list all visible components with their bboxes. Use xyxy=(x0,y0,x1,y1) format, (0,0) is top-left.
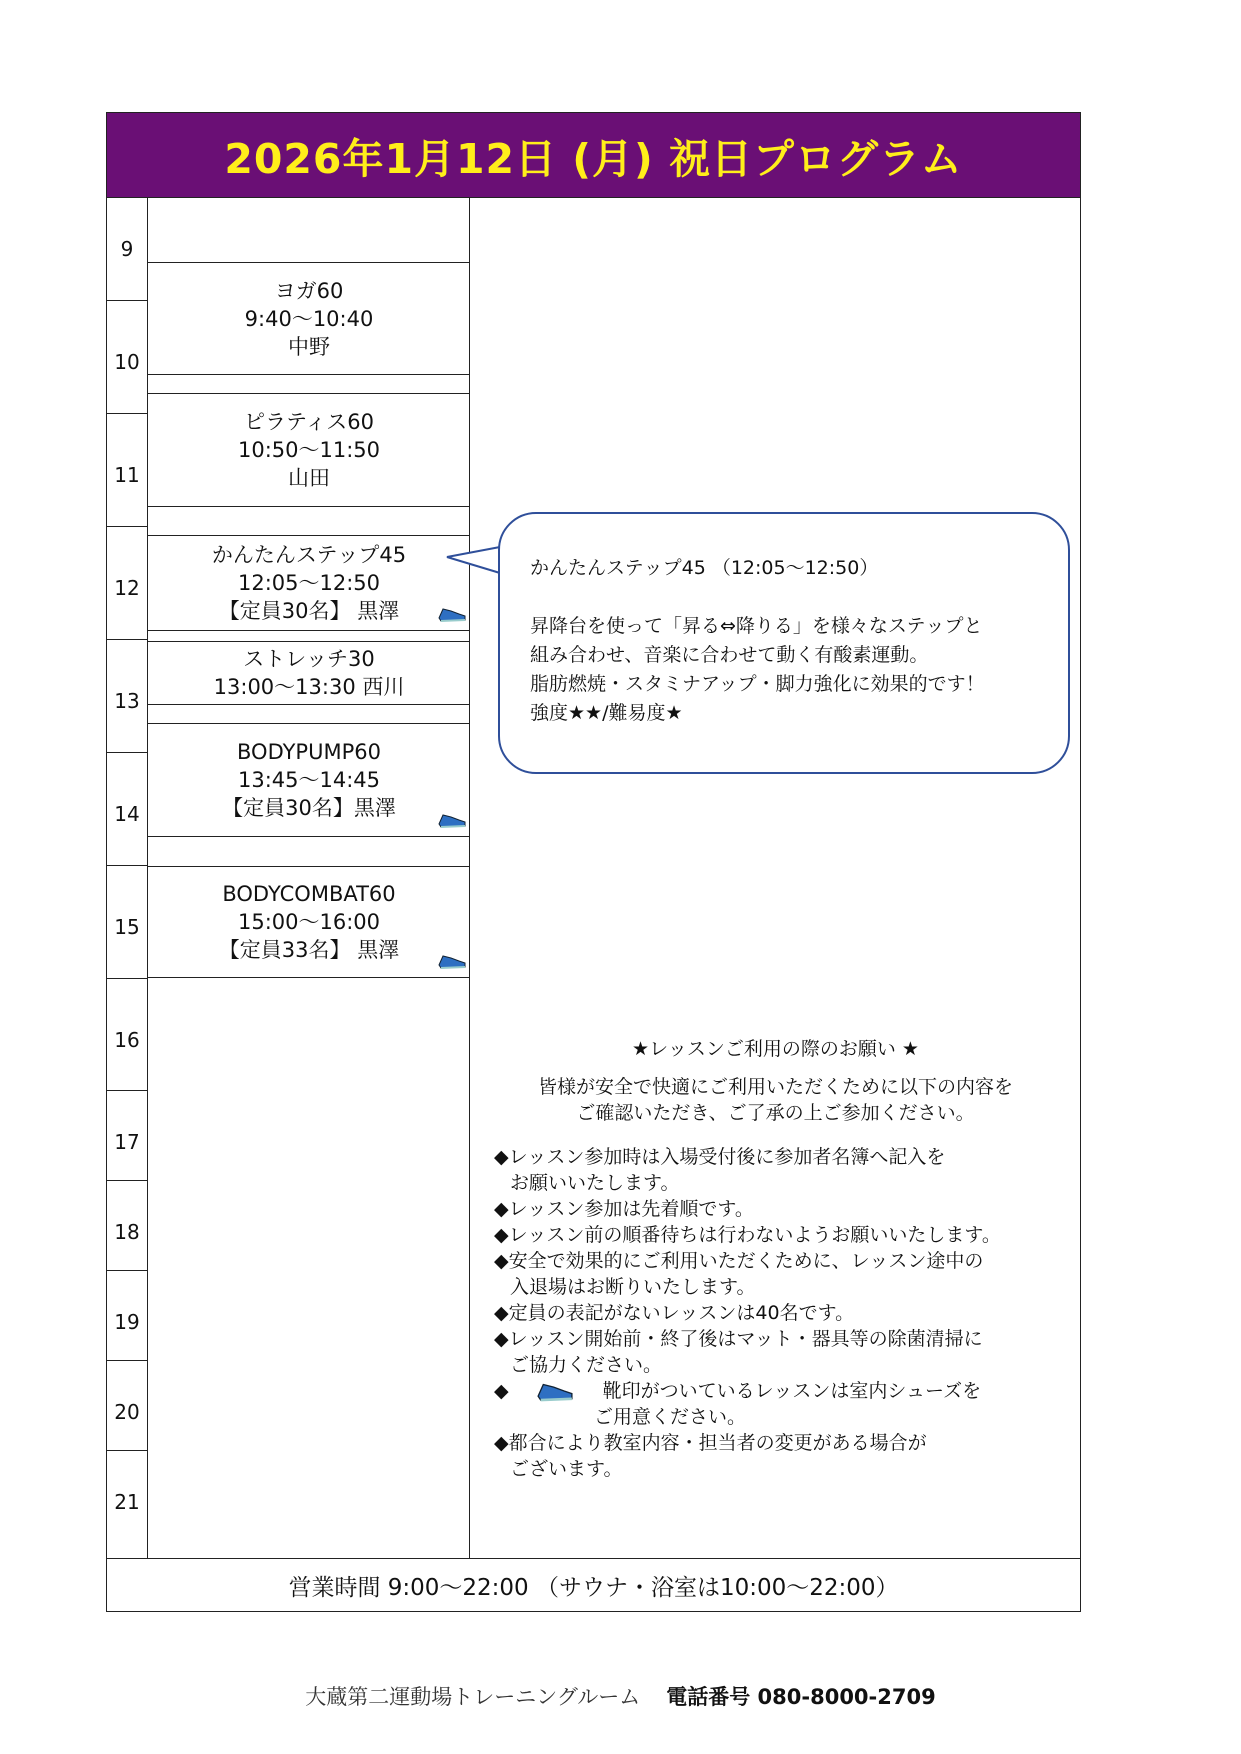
hour-label: 11 xyxy=(114,463,140,487)
shoe-icon xyxy=(437,951,467,971)
note-item: ◆レッスン参加は先着順です。 xyxy=(494,1198,754,1220)
shoe-icon xyxy=(437,604,467,624)
hour-divider xyxy=(106,1180,148,1181)
lesson-instructor: 【定員30名】黒澤 xyxy=(222,796,396,820)
lesson-block xyxy=(148,866,470,978)
business-hours xyxy=(106,1558,1081,1612)
lesson-block xyxy=(148,393,470,507)
note-item xyxy=(494,1378,1081,1404)
hour-divider xyxy=(106,1090,148,1091)
hour-label: 16 xyxy=(114,1028,140,1052)
bubble-heading: かんたんステップ45 （12:05～12:50） xyxy=(530,557,879,579)
lesson-time: 15:00～16:00 xyxy=(237,910,381,934)
hour-divider xyxy=(106,1360,148,1361)
page-title: 2026年1月12日 (月) 祝日プログラム xyxy=(224,134,963,183)
lesson-block xyxy=(148,535,470,631)
hour-label: 9 xyxy=(120,237,134,261)
lesson-time: 9:40～10:40 xyxy=(244,306,374,331)
hour-divider xyxy=(106,413,148,414)
hour-divider xyxy=(106,1450,148,1451)
shoe-icon xyxy=(437,810,467,830)
hour-label: 17 xyxy=(114,1130,140,1154)
hour-label: 15 xyxy=(114,915,140,939)
hour-divider xyxy=(106,526,148,527)
note-text: 靴印がついているレッスンは室内シューズを xyxy=(602,1380,982,1402)
hour-divider xyxy=(106,639,148,640)
hour-divider xyxy=(106,865,148,866)
note-item: ございます。 xyxy=(510,1458,623,1480)
notes-intro: 皆様が安全で快適にご利用いただくために以下の内容を xyxy=(537,1076,1013,1098)
lesson-name: BODYPUMP60 xyxy=(237,740,381,764)
hour-label: 12 xyxy=(114,576,140,600)
hour-label: 20 xyxy=(114,1400,140,1424)
hour-label: 18 xyxy=(114,1220,140,1244)
shoe-icon xyxy=(531,1378,579,1404)
lesson-time: 13:00～13:30 西川 xyxy=(213,675,405,699)
lesson-time: 12:05～12:50 xyxy=(237,571,381,595)
note-item: ご協力ください。 xyxy=(510,1354,663,1376)
hour-divider xyxy=(106,300,148,301)
note-item: ◆レッスン参加時は入場受付後に参加者名簿へ記入を xyxy=(494,1146,946,1168)
notes-intro: ご確認いただき、ご了承の上ご参加ください。 xyxy=(576,1102,975,1124)
note-item: ◆都合により教室内容・担当者の変更がある場合が xyxy=(494,1432,927,1454)
bubble-line: 強度★★/難易度★ xyxy=(530,702,683,724)
business-hours-text: 営業時間 9:00～22:00 （サウナ・浴室は10:00～22:00） xyxy=(288,1575,899,1601)
lesson-instructor: 山田 xyxy=(288,466,330,490)
hour-label: 10 xyxy=(114,350,140,374)
lesson-description-bubble xyxy=(498,512,1070,774)
title-bar xyxy=(106,112,1081,198)
lesson-instructor: 【定員30名】 黒澤 xyxy=(218,599,400,623)
note-item: ◆安全で効果的にご利用いただくために、レッスン途中の xyxy=(494,1250,984,1272)
facility-credit xyxy=(0,1681,1241,1711)
hour-divider xyxy=(106,752,148,753)
lesson-name: かんたんステップ45 xyxy=(211,543,407,567)
lesson-instructor: 【定員33名】 黒澤 xyxy=(218,938,400,962)
lesson-time: 10:50～11:50 xyxy=(237,438,381,462)
hour-divider xyxy=(106,1270,148,1271)
lesson-name: ヨガ60 xyxy=(274,278,344,303)
bubble-line: 組み合わせ、音楽に合わせて動く有酸素運動。 xyxy=(530,644,929,666)
lesson-instructor: 中野 xyxy=(288,334,330,359)
note-item: お願いいたします。 xyxy=(510,1172,680,1194)
note-item: ◆レッスン前の順番待ちは行わないようお願いいたします。 xyxy=(494,1224,1001,1246)
note-item: 入退場はお断りいたします。 xyxy=(510,1276,756,1298)
hour-label: 14 xyxy=(114,802,140,826)
bubble-line: 脂肪燃焼・スタミナアップ・脚力強化に効果的です！ xyxy=(530,673,985,695)
notes-heading: ★レッスンご利用の際のお願い ★ xyxy=(632,1038,919,1060)
hour-label: 13 xyxy=(114,689,140,713)
hour-divider xyxy=(106,978,148,979)
note-item: ご用意ください。 xyxy=(594,1406,747,1428)
bubble-line: 昇降台を使って「昇る⇔降りる」を様々なステップと xyxy=(530,615,983,637)
lesson-name: ピラティス60 xyxy=(243,410,375,434)
lesson-name: ストレッチ30 xyxy=(243,647,375,671)
facility-name: 大蔵第二運動場トレーニングルーム xyxy=(305,1685,641,1709)
hour-label: 21 xyxy=(114,1490,140,1514)
lesson-name: BODYCOMBAT60 xyxy=(222,882,396,906)
usage-notes xyxy=(470,1036,1081,1482)
note-item: ◆定員の表記がないレッスンは40名です。 xyxy=(494,1302,855,1324)
hour-column xyxy=(106,198,148,1558)
note-item: ◆レッスン開始前・終了後はマット・器具等の除菌清掃に xyxy=(494,1328,983,1350)
notes-list xyxy=(470,1144,1081,1482)
lesson-block xyxy=(148,641,470,705)
lesson-time: 13:45～14:45 xyxy=(237,768,381,792)
lesson-block xyxy=(148,723,470,837)
phone-number: 電話番号 080-8000-2709 xyxy=(666,1685,936,1709)
lesson-block xyxy=(148,262,470,375)
hour-label: 19 xyxy=(114,1310,140,1334)
bubble-pointer xyxy=(445,535,505,585)
note-bullet: ◆ xyxy=(494,1380,509,1402)
